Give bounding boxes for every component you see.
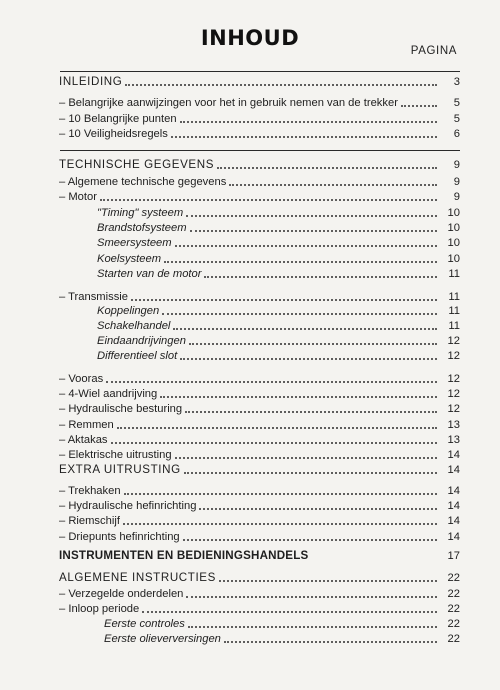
- toc-entry[interactable]: [0, 349, 500, 363]
- toc-entry[interactable]: [0, 236, 500, 250]
- page-title: INHOUD: [200, 26, 300, 50]
- toc-entry-page: 3: [453, 76, 460, 88]
- toc-entry-label: – Verzegelde onderdelen: [59, 588, 184, 600]
- toc-entry-label: Eerste controles: [104, 618, 185, 630]
- toc-entry[interactable]: [0, 290, 500, 304]
- page-column-label: PAGINA: [410, 45, 457, 57]
- toc-entry-label: – Algemene technische gegevens: [59, 176, 227, 188]
- toc-entry-page: 14: [447, 485, 460, 497]
- dot-leader: [188, 625, 437, 628]
- toc-entry-label: Koelsysteem: [97, 253, 162, 265]
- toc-entry-page: 5: [453, 113, 460, 125]
- toc-entry[interactable]: [0, 334, 500, 348]
- toc-entry[interactable]: [0, 190, 500, 204]
- toc-entry[interactable]: [0, 499, 500, 513]
- toc-entry[interactable]: [0, 463, 500, 477]
- toc-entry-page: 22: [447, 618, 460, 630]
- dot-leader: [106, 380, 437, 383]
- dot-leader: [190, 229, 437, 232]
- dot-leader: [131, 298, 437, 301]
- toc-entry-page: 14: [447, 515, 460, 527]
- toc-entry-page: 9: [453, 176, 460, 188]
- toc-entry-page: 14: [447, 500, 460, 512]
- section-rule: [60, 150, 460, 151]
- toc-entry-label: – Transmissie: [59, 291, 129, 303]
- toc-entry-page: 14: [447, 464, 460, 476]
- toc-entry-label: TECHNISCHE GEGEVENS: [59, 158, 215, 171]
- dot-leader: [199, 507, 437, 510]
- toc-entry-page: 10: [447, 253, 460, 265]
- dot-leader: [183, 538, 437, 541]
- toc-entry[interactable]: [0, 221, 500, 235]
- dot-leader: [123, 522, 437, 525]
- toc-entry[interactable]: [0, 319, 500, 333]
- toc-entry-page: 22: [447, 603, 460, 615]
- dot-leader: [204, 275, 437, 278]
- toc-entry[interactable]: [0, 587, 500, 601]
- dot-leader: [224, 640, 437, 643]
- toc-entry-label: Schakelhandel: [97, 320, 171, 332]
- toc-entry-page: 12: [447, 373, 460, 385]
- dot-leader: [180, 357, 437, 360]
- toc-entry-page: 9: [453, 191, 460, 203]
- toc-entry-label: – Hydraulische besturing: [59, 403, 183, 415]
- dot-leader: [162, 312, 437, 315]
- toc-entry-page: 5: [453, 97, 460, 109]
- toc-entry-label: – Inloop periode: [59, 603, 140, 615]
- dot-leader: [175, 244, 437, 247]
- toc-entry[interactable]: [0, 304, 500, 318]
- toc-entry-page: 22: [447, 572, 460, 584]
- toc-entry[interactable]: [0, 267, 500, 281]
- toc-entry[interactable]: [0, 75, 500, 89]
- dot-leader: [186, 214, 437, 217]
- dot-leader: [229, 183, 437, 186]
- toc-entry-label: ALGEMENE INSTRUCTIES: [59, 571, 216, 584]
- toc-entry-page: 12: [447, 403, 460, 415]
- toc-entry[interactable]: [0, 112, 500, 126]
- dot-leader: [117, 426, 437, 429]
- toc-entry-label: – Elektrische uitrusting: [59, 449, 172, 461]
- toc-entry-page: 12: [447, 335, 460, 347]
- toc-entry[interactable]: [0, 127, 500, 141]
- dot-leader: [100, 198, 437, 201]
- toc-entry-page: 13: [447, 434, 460, 446]
- toc-entry[interactable]: [0, 632, 500, 646]
- toc-entry-label: Eerste olieverversingen: [104, 633, 221, 645]
- toc-entry-label: Starten van de motor: [97, 268, 202, 280]
- toc-entry-label: Eindaandrijvingen: [97, 335, 186, 347]
- toc-entry-label: – Belangrijke aanwijzingen voor het in gebruik nemen van de trekker: [59, 97, 398, 109]
- toc-entry[interactable]: [0, 96, 500, 110]
- toc-entry[interactable]: [0, 402, 500, 416]
- dot-leader: [125, 83, 437, 86]
- toc-entry[interactable]: [0, 372, 500, 386]
- toc-entry-label: "Timing" systeem: [97, 207, 184, 219]
- toc-entry-label: – Remmen: [59, 419, 114, 431]
- dot-leader: [219, 579, 437, 582]
- toc-entry-page: 11: [448, 320, 460, 332]
- dot-leader: [184, 471, 437, 474]
- dot-leader: [164, 260, 437, 263]
- toc-entry[interactable]: [0, 530, 500, 544]
- toc-entry-label: INSTRUMENTEN EN BEDIENINGSHANDELS: [59, 549, 309, 562]
- dot-leader: [142, 610, 437, 613]
- dot-leader: [189, 342, 437, 345]
- dot-leader: [124, 492, 437, 495]
- toc-entry[interactable]: [0, 571, 500, 585]
- dot-leader: [171, 135, 437, 138]
- toc-entry-label: – Riemschijf: [59, 515, 120, 527]
- toc-entry-page: 11: [448, 305, 460, 317]
- toc-entry-label: – Vooras: [59, 373, 104, 385]
- toc-entry[interactable]: [0, 387, 500, 401]
- toc-entry[interactable]: [0, 549, 500, 563]
- toc-entry-label: – Hydraulische hefinrichting: [59, 500, 197, 512]
- toc-entry-page: 22: [447, 633, 460, 645]
- toc-entry-page: 22: [447, 588, 460, 600]
- toc-entry-label: – 10 Belangrijke punten: [59, 113, 177, 125]
- toc-entry-label: INLEIDING: [59, 75, 123, 88]
- toc-entry-page: 11: [448, 291, 460, 303]
- toc-entry-label: – Trekhaken: [59, 485, 121, 497]
- toc-entry[interactable]: [0, 252, 500, 266]
- toc-entry[interactable]: [0, 514, 500, 528]
- toc-entry-label: Koppelingen: [97, 305, 160, 317]
- toc-entry[interactable]: [0, 418, 500, 432]
- toc-entry-page: 11: [448, 268, 460, 280]
- toc-entry-page: 10: [447, 207, 460, 219]
- dot-leader: [217, 166, 437, 169]
- toc-entry-page: 12: [447, 388, 460, 400]
- dot-leader: [401, 104, 437, 107]
- dot-leader: [111, 441, 437, 444]
- top-rule: [60, 71, 460, 72]
- toc-entry-label: – 4-Wiel aandrijving: [59, 388, 158, 400]
- toc-entry-label: Differentieel slot: [97, 350, 178, 362]
- toc-entry-page: 6: [453, 128, 460, 140]
- toc-entry-label: Smeersysteem: [97, 237, 172, 249]
- toc-entry-page: 12: [447, 350, 460, 362]
- toc-entry[interactable]: [0, 175, 500, 189]
- toc-entry[interactable]: [0, 433, 500, 447]
- toc-entry[interactable]: [0, 484, 500, 498]
- dot-leader: [180, 120, 437, 123]
- toc-entry-page: 13: [447, 419, 460, 431]
- toc-entry-label: – Aktakas: [59, 434, 108, 446]
- dot-leader: [160, 395, 437, 398]
- toc-entry-page: 17: [447, 550, 460, 562]
- toc-entry[interactable]: [0, 448, 500, 462]
- toc-entry-label: – Driepunts hefinrichting: [59, 531, 180, 543]
- toc-entry[interactable]: [0, 617, 500, 631]
- dot-leader: [173, 327, 437, 330]
- dot-leader: [185, 410, 437, 413]
- toc-entry-page: 14: [447, 531, 460, 543]
- toc-entry-label: EXTRA UITRUSTING: [59, 463, 181, 476]
- toc-entry-label: Brandstofsysteem: [97, 222, 187, 234]
- toc-entry-page: 14: [447, 449, 460, 461]
- toc-entry-label: – Motor: [59, 191, 97, 203]
- toc-entry[interactable]: [0, 158, 500, 172]
- dot-leader: [186, 595, 437, 598]
- toc-entry-label: – 10 Veiligheidsregels: [59, 128, 168, 140]
- toc-entry-page: 10: [447, 222, 460, 234]
- toc-entry[interactable]: [0, 206, 500, 220]
- toc-entry-page: 10: [447, 237, 460, 249]
- toc-entry[interactable]: [0, 602, 500, 616]
- toc-entry-page: 9: [453, 159, 460, 171]
- dot-leader: [175, 456, 437, 459]
